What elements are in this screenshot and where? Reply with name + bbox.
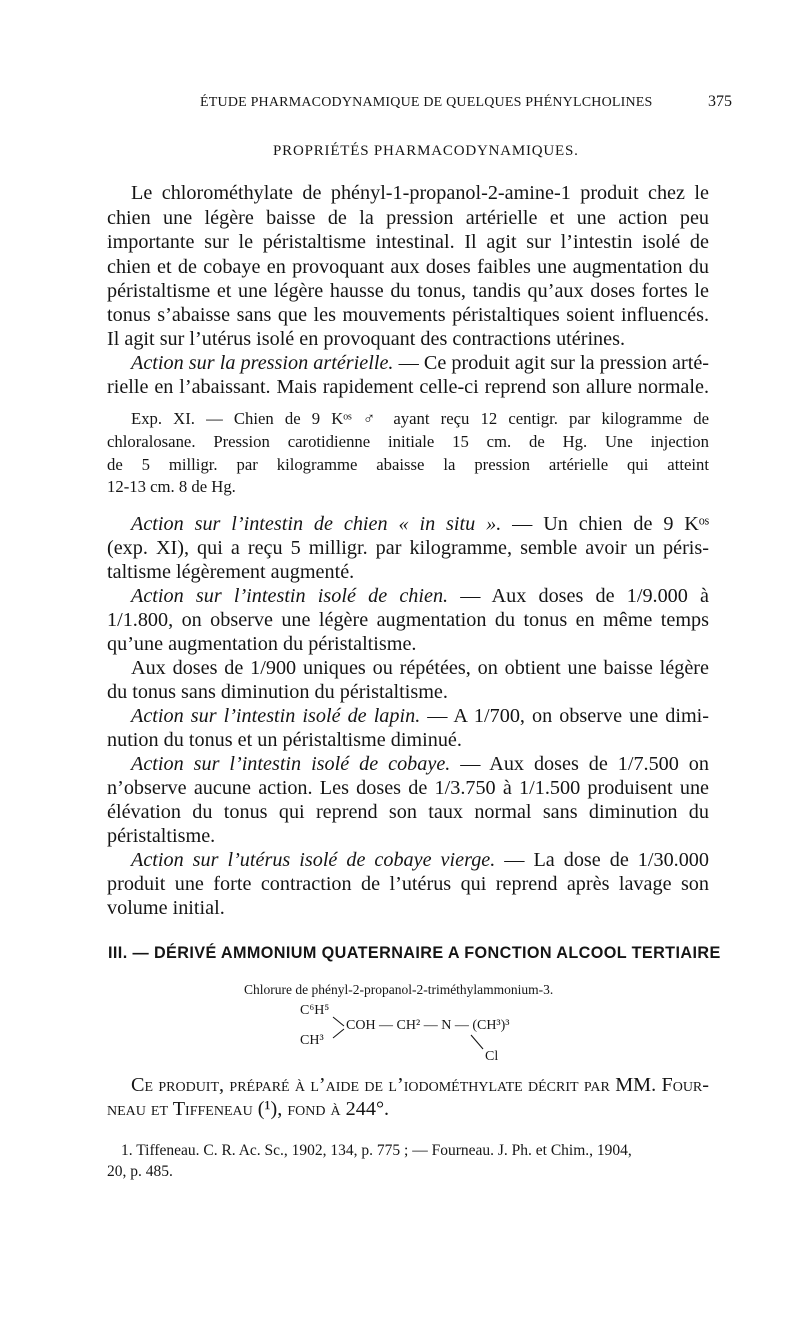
situ-line-2: (exp. XI), qui a reçu 5 milligr. par kilogramme, semble avoir un péris-: [107, 537, 709, 559]
lapin-line-1: [131, 704, 709, 728]
chien-heading: Action sur l’intestin isolé de chien.: [131, 585, 449, 607]
chien-text: — Aux doses de 1/9.000 à: [448, 585, 710, 607]
cobaye-heading: Action sur l’intestin isolé de cobaye.: [131, 753, 451, 775]
lapin-line-2: nution du tonus et un péristaltisme diminué.: [107, 729, 462, 751]
section-heading: PROPRIÉTÉS PHARMACODYNAMIQUES.: [273, 143, 579, 159]
section-iii-heading: III. — DÉRIVÉ AMMONIUM QUATERNAIRE A FONCTION ALCOOL TERTIAIRE: [108, 944, 721, 962]
cobaye-line-1: [131, 752, 709, 776]
chien-line-3: qu’une augmentation du péristaltisme.: [107, 633, 417, 655]
uterus-line-3: volume initial.: [107, 897, 225, 919]
uterus-line-1: [131, 848, 709, 872]
pression-heading: Action sur la pression artérielle.: [131, 352, 394, 374]
footnote-line-2: 20, p. 485.: [107, 1163, 173, 1180]
experiment-line-4: 12-13 cm. 8 de Hg.: [107, 477, 236, 496]
experiment-line-3: de 5 milligr. par kilogramme abaisse la pression artérielle qui atteint: [107, 455, 709, 474]
experiment-line-2: chloralosane. Pression carotidienne initiale 15 cm. de Hg. Une injection: [107, 432, 709, 451]
cobaye-line-4: péristaltisme.: [107, 825, 216, 847]
chien-line-4: Aux doses de 1/900 uniques ou répétées, on obtient une baisse légère: [131, 657, 709, 679]
intro-line-1: Le chlorométhylate de phényl-1-propanol-2-amine-1 produit chez le: [131, 182, 709, 204]
compound-caption: Chlorure de phényl-2-propanol-2-triméthylammonium-3.: [244, 982, 554, 997]
formula-methyl: CH³: [300, 1033, 324, 1048]
formula-chain: COH — CH² — N — (CH³)³: [346, 1018, 510, 1033]
intro-line-7: Il agit sur l’utérus isolé en provoquant des contractions utérines.: [107, 328, 626, 350]
page-number: 375: [708, 93, 732, 110]
situ-heading: Action sur l’intestin de chien « in situ ».: [131, 513, 502, 535]
formula-chloride: Cl: [485, 1049, 499, 1064]
lapin-heading: Action sur l’intestin isolé de lapin.: [131, 705, 421, 727]
running-header: ÉTUDE PHARMACODYNAMIQUE DE QUELQUES PHÉNYLCHOLINES: [200, 95, 653, 110]
situ-line-3: taltisme légèrement augmenté.: [107, 561, 355, 583]
intro-line-5: péristaltisme et une légère hausse du tonus, tandis qu’aux doses fortes le: [107, 280, 709, 302]
intro-line-4: chien et de cobaye en provoquant aux doses faibles une augmentation du: [107, 256, 709, 278]
cobaye-line-2: n’observe aucune action. Les doses de 1/3.750 à 1/1.500 produisent une: [107, 777, 709, 799]
chien-line-2: 1/1.800, on observe une légère augmentation du tonus en même temps: [107, 609, 709, 631]
experiment-line-1: Exp. XI. — Chien de 9 Kᵒˢ ♂ ayant reçu 12 centigr. par kilogramme de: [131, 409, 709, 428]
chien-line-5: du tonus sans diminution du péristaltisme.: [107, 681, 448, 703]
uterus-line-2: produit une forte contraction de l’utérus qui reprend après lavage son: [107, 873, 709, 895]
situ-line-1: [131, 512, 709, 536]
situ-text: — Un chien de 9 Kᵒˢ: [501, 513, 709, 535]
cobaye-text: — Aux doses de 1/7.500 on: [450, 753, 709, 775]
closing-line-2: neau et Tiffeneau (¹), fond à 244°.: [107, 1098, 390, 1120]
intro-line-6: tonus s’abaisse sans que les mouvements péristaltiques soient influencés.: [107, 304, 709, 326]
formula-bonds: [300, 1005, 800, 1075]
closing-line-1: Ce produit, préparé à l’aide de l’iodométhylate décrit par MM. Four-: [131, 1074, 709, 1096]
pression-text: — Ce produit agit sur la pression arté-: [393, 352, 710, 374]
intro-line-2: chien une légère baisse de la pression artérielle et une action peu: [107, 207, 709, 229]
pression-line-2: rielle en l’abaissant. Mais rapidement celle-ci reprend son allure normale.: [107, 376, 709, 398]
uterus-text: — La dose de 1/30.000: [495, 849, 709, 871]
pression-line-1: [131, 351, 709, 375]
cobaye-line-3: élévation du tonus qui reprend son taux normal sans diminution du: [107, 801, 709, 823]
intro-line-3: importante sur le péristaltisme intestinal. Il agit sur l’intestin isolé de: [107, 231, 709, 253]
chien-line-1: [131, 584, 709, 608]
lapin-text: — A 1/700, on observe une dimi-: [420, 705, 710, 727]
formula-phenyl: C⁶H⁵: [300, 1003, 330, 1018]
uterus-heading: Action sur l’utérus isolé de cobaye vierge.: [131, 849, 496, 871]
footnote-line-1: 1. Tiffeneau. C. R. Ac. Sc., 1902, 134, p. 775 ; — Fourneau. J. Ph. et Chim., 1904,: [121, 1142, 632, 1159]
